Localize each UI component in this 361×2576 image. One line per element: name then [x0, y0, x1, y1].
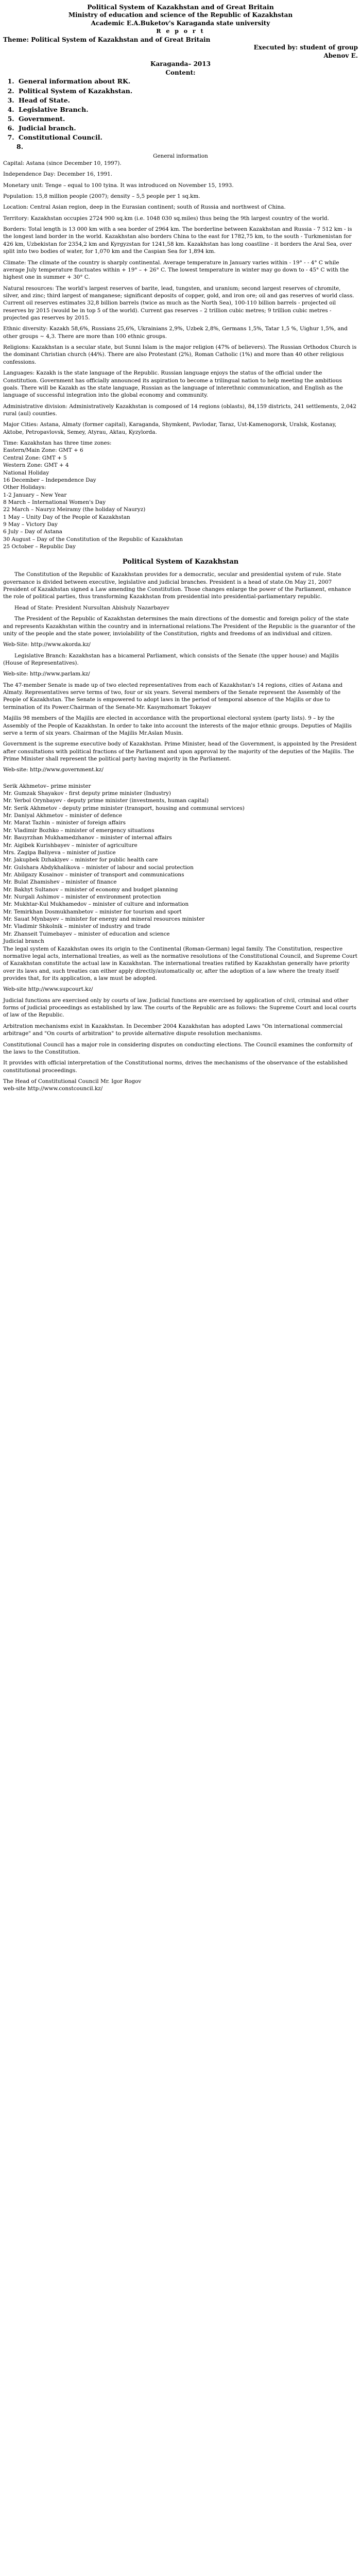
national-holiday: 16 December – Independence Day [3, 477, 96, 483]
time-zone: Eastern/Main Zone: GMT + 6 [3, 447, 83, 454]
constitutional-council-paragraph: Constitutional Council has a major role in considering disputes on conducting elections. The Council examines the conformity of the laws to the Constitution. [3, 1041, 353, 1055]
general-info-section [3, 160, 358, 551]
parliament-website: Web-site: http://www.parlam.kz/ [3, 671, 90, 677]
content-label: Content: [165, 69, 196, 76]
place-year: Karaganda– 2013 [150, 60, 211, 68]
holiday-item: 9 May – Victory Day [3, 521, 58, 528]
general-paragraph: Ethnic diversity: Kazakh 58,6%, Russians 25,6%, Ukrainians 2,9%, Uzbek 2,8%, Germans 1,5%, Tatar 1,5 %, Uighur 1,5%, and other groups ~ 4,3. There are more than 100 ethnic groups. [3, 326, 348, 340]
toc-item: 2. Political System of Kazakhstan. [16, 87, 358, 96]
header-university: Academic E.A.Buketov's Karaganda state university [91, 19, 270, 27]
cabinet-member: Mr. Gumzak Shayakov - first deputy prime minister (Industry) [3, 790, 171, 797]
cabinet-member: Mr. Abilgazy Kusainov – minister of transport and communications [3, 871, 184, 878]
time-zone: Central Zone: GMT + 5 [3, 454, 67, 461]
toc-item: 4. Legislative Branch. [16, 105, 358, 114]
cabinet-member: Mr. Sauat Mynbayev – minister for energy and mineral resources minister [3, 916, 205, 923]
constitutional-council-paragraph: It provides with official interpretation of the Constitutional norms, drives the mechanisms of the observance of the established constitutional proceedings. [3, 1060, 348, 1074]
cabinet-list [3, 783, 358, 938]
holiday-item: 1 May – Unity Day of the People of Kazakhstan [3, 514, 130, 520]
toc-item: 7. Constitutional Council. [16, 133, 358, 142]
document-page [0, 0, 361, 1093]
report-label: R e p o r t [156, 28, 205, 35]
general-paragraph: Major Cities: Astana, Almaty (former capital), Karaganda, Shymkent, Pavlodar, Taraz, Ust-Kamenogorsk, Uralsk, Kostanay, Aktobe, Petropavlovsk, Semey, Atyrau, Aktau, Kyzylorda. [3, 421, 337, 435]
general-paragraph: Languages: Kazakh is the state language of the Republic. Russian language enjoys the status of the official under the Constitution. Government has officially announced its aspiration to become a trilingual nation to help meeting the ambitious goals. There will be Kazakh as the state language, Russian as the language of interethnic communication, and English as the language of successful integration into the global economy and community. [3, 370, 343, 399]
cabinet-member: Mr. Zhanseit Tuimebayev – minister of education and science [3, 930, 170, 937]
national-holiday-label: National Holiday [3, 469, 49, 476]
holiday-item: 22 March – Nauryz Meiramy (the holiday of Nauryz) [3, 506, 146, 513]
president-paragraph: The President of the Republic of Kazakhstan determines the main directions of the domestic and foreign policy of the state and represents Kazakhstan within the country and in international relations.The President of the Republic is the guarantor of the unity of the people and the state power, inviolability of the Constitution, rights and freedoms of an individual and citizen. [3, 616, 355, 637]
general-paragraph: Time: Kazakhstan has three time zones: [3, 440, 112, 447]
document-header [3, 3, 358, 27]
general-paragraph: Natural resources: The world's largest reserves of barite, lead, tungsten, and uranium; second largest reserves of chromite, silver, and zinc; third largest of manganese; significant deposits of copper, gold, and iron ore; oil and gas reserves of world class. Current oil reserves estimates 32,8 billion barrels (twice as much as the North Sea), 100-110 billion barrels - projected oil reserves by 2015 (would be in top 5 of the world). Current gas reserves – 2 trillion cubic metres; 9 trillion cubic metres - projected gas reserves by 2015. [3, 285, 354, 321]
theme-line: Theme: Political System of Kazakhstan and of Great Britain [3, 36, 211, 43]
political-section [3, 571, 358, 773]
cabinet-member: Mr. Gulshara Abdykhalikova – minister of labour and social protection [3, 864, 194, 871]
judicial-paragraph: The legal system of Kazakhstan owes its origin to the Continental (Roman-German) legal family. The Constitution, respective normative legal acts, international treaties, as well as the normative resolutions of the Constitutional Council, and Supreme Court of Kazakhstan constitute the actual law in Kazakhstan. The international treaties ratified by Kazakhstan generally have priority over its laws and, such treaties can either apply directly/automatically or, after the adoption of a law where the treaty itself provides that, for its application, a law must be adopted. [3, 945, 357, 981]
holiday-item: 30 August – Day of the Constitution of the Republic of Kazakhstan [3, 536, 183, 543]
holiday-item: 8 March – International Women's Day [3, 499, 106, 505]
government-paragraph: Government is the supreme executive body of Kazakhstan. Prime Minister, head of the Government, is appointed by the President after consultations with political fractions of the Parliament and upon approval by the majority of the deputies of the Majilis. The Prime Minister shall represent the political party having majority in the Parliament. [3, 741, 357, 762]
cabinet-member: Mr. Nurgali Ashimov – minister of environment protection [3, 894, 161, 901]
cabinet-member: Mr. Bakhyt Sultanov – minister of economy and budget planning [3, 886, 178, 893]
general-paragraph: Climate: The climate of the country is sharply continental. Average temperature in January varies within - 19° - - 4° C while average July temperature fluctuates within + 19° – + 26° C. The lowest temperature in winter may go down to - 45° C with the highest one in summer + 30° C. [3, 259, 349, 281]
government-website: Web-site: http://www.government.kz/ [3, 767, 104, 773]
cabinet-member: Mr. Daniyal Akhmetov – minister of defence [3, 812, 122, 819]
holiday-item: 1-2 January – New Year [3, 492, 67, 498]
general-paragraph: Territory: Kazakhstan occupies 2724 900 sq.km (i.e. 1048 030 sq.miles) thus being the 9th largest country of the world. [3, 215, 329, 222]
toc-item: 6. Judicial branch. [16, 124, 358, 133]
cabinet-member: Mr. Bauyrzhan Mukhamedzhanov – minister of internal affairs [3, 835, 172, 841]
political-system-title: Political System of Kazakhstan [122, 558, 239, 566]
holiday-item: 6 July – Day of Astana [3, 529, 62, 535]
head-of-state: Head of State: President Nursultan Abishuly Nazarbayev [14, 604, 169, 611]
time-zone: Western Zone: GMT + 4 [3, 462, 69, 469]
council-website: web-site http://www.constcouncil.kz/ [3, 1086, 103, 1092]
judicial-label: Judicial branch [3, 938, 44, 945]
executed-by: Executed by: student of group [253, 44, 358, 52]
table-of-contents [16, 77, 358, 142]
cabinet-member: Mr. Yerbol Orynbayev - deputy prime minister (investments, human capital) [3, 798, 209, 804]
general-paragraph: Borders: Total length is 13 000 km with a sea border of 2964 km. The borderline between Kazakhstan and Russia - 7 512 km - is the longest land border in the world. Kazakhstan also borders China to the east for 1782,75 km, to the south - Turkmenistan for 426 km, Uzbekistan for 2354,2 km and Kyrgyzstan for 1241,58 km. Kazakhstan has long coastline - it borders the Aral Sea, over split into two bodies of water, for 1,070 km and the Caspian Sea for 1,894 km. [3, 226, 352, 255]
judicial-paragraph: Judicial functions are exercised only by courts of law. Judicial functions are exercised by application of civil, criminal and other forms of judicial proceedings as established by law. The courts of the Republic are as follows: the Supreme Court and local courts of law of the Republic. [3, 997, 356, 1019]
cabinet-member: Mr. Vladimir Bozhko – minister of emergency situations [3, 827, 154, 834]
general-paragraph: Population: 15,8 million people (2007); density – 5,5 people per 1 sq.km. [3, 193, 200, 199]
general-paragraph: Monetary unit: Tenge – equal to 100 tyina. It was introduced on November 15, 1993. [3, 182, 234, 189]
general-paragraph: Administrative division: Administratively Kazakhstan is composed of 14 regions (oblasts), 84,159 districts, 241 settlements, 2,042 rural (aul) counties. [3, 403, 356, 417]
judicial-paragraph: Arbitration mechanisms exist in Kazakhstan. In December 2004 Kazakhstan has adopted Laws "On international commercial arbitrage" and "On courts of arbitration" to provide alternative dispute resolution mechanisms. [3, 1023, 343, 1037]
toc-item: 3. Head of State. [16, 96, 358, 105]
header-ministry: Ministry of education and science of the Republic of Kazakhstan [68, 11, 293, 19]
president-website: Web-Site: http://www.akorda.kz/ [3, 641, 91, 648]
legislative-branch: Legislative Branch: Kazakhstan has a bicameral Parliament, which consists of the Senate (the upper house) and Majilis (House of Representatives). [3, 652, 339, 666]
council-head: The Head of Constitutional Council Mr. Igor Rogov [3, 1078, 142, 1084]
toc-item: 1. General information about RK. [16, 77, 358, 86]
cabinet-member: Mr. Jakupbek Dzhakiyev – minister for public health care [3, 857, 158, 863]
political-paragraph: The Constitution of the Republic of Kazakhstan provides for a democratic, secular and presidential system of rule. State governance is divided between executive, legislative and judicial branches. President is a head of state.On May 21, 2007 President of Kazakhstan signed a Law amending the Constitution. Those changes enlarge the power of the Parliament, enhance the role of political parties, thus transforming Kazakhstan from presidential into presidential-parliamentary republic. [3, 571, 351, 600]
cabinet-member: Serik Akhmetov– prime minister [3, 783, 91, 789]
toc-item: 5. Government. [16, 114, 358, 124]
general-paragraph: Religions: Kazakhstan is a secular state, but Sunni Islam is the major religion (47% of believers). The Russian Orthodox Church is the dominant Christian church (44%). There are also Protestant (2%), Roman Catholic (1%) and more than 40 other religious confessions. [3, 344, 357, 365]
header-title: Political System of Kazakhstan and of Great Britain [87, 3, 274, 11]
cabinet-member: Mr. Temirkhan Dosmukhambetov – minister for tourism and sport [3, 908, 182, 915]
other-holidays-label: Other Holidays: [3, 484, 46, 491]
cabinet-member: Mr. Vladimir Shkolnik – minister of industry and trade [3, 923, 150, 930]
author-name: Abenov E. [323, 52, 358, 59]
toc-tail: 8. [16, 143, 24, 151]
cabinet-member: Mr. Serik Akhmetov - deputy prime minister (transport, housing and communal services) [3, 805, 245, 811]
general-paragraph: Location: Central Asian region, deep in the Eurasian continent; south of Russia and northwest of China. [3, 204, 286, 211]
cabinet-member: Mrs. Zagipa Baliyeva – minister of justice [3, 849, 116, 856]
cabinet-member: Mr. Bulat Zhamishev – minister of finance [3, 879, 117, 886]
general-info-title: General information [153, 152, 208, 159]
cabinet-member: Mr. Aigibek Kurishbayev – minister of agriculture [3, 842, 137, 849]
senate-paragraph: The 47-member Senate is made up of two elected representatives from each of Kazakhstan's 14 regions, cities of Astana and Almaty. Representatives serve terms of two, four or six years. Several members of the Senate represent the Assembly of the People of Kazakhstan. The Senate is empowered to adopt laws in the period of temporal absence of the Majilis or due to termination of its Power.Chairman of the Senate-Mr. Kasymzhomart Tokayev [3, 682, 343, 710]
judicial-section [3, 938, 358, 1092]
judicial-website: Web-site http://www.supcourt.kz/ [3, 986, 93, 993]
cabinet-member: Mr. Marat Tazhin – minister of foreign affairs [3, 820, 126, 826]
general-paragraph: Capital: Astana (since December 10, 1997). [3, 160, 122, 166]
majilis-paragraph: Majilis 98 members of the Majilis are elected in accordance with the proportional electoral system (party lists). 9 – by the Assembly of the People of Kazakhstan. In order to take into account the interests of the major ethnic groups. Deputies of Majilis serve a term of six years. Chairman of the Majilis Mr.Aslan Musin. [3, 715, 352, 736]
cabinet-member: Mr. Mukhtar-Kul Mukhamedov – minister of culture and information [3, 901, 189, 908]
holiday-item: 25 October – Republic Day [3, 544, 76, 550]
general-paragraph: Independence Day: December 16, 1991. [3, 171, 112, 178]
